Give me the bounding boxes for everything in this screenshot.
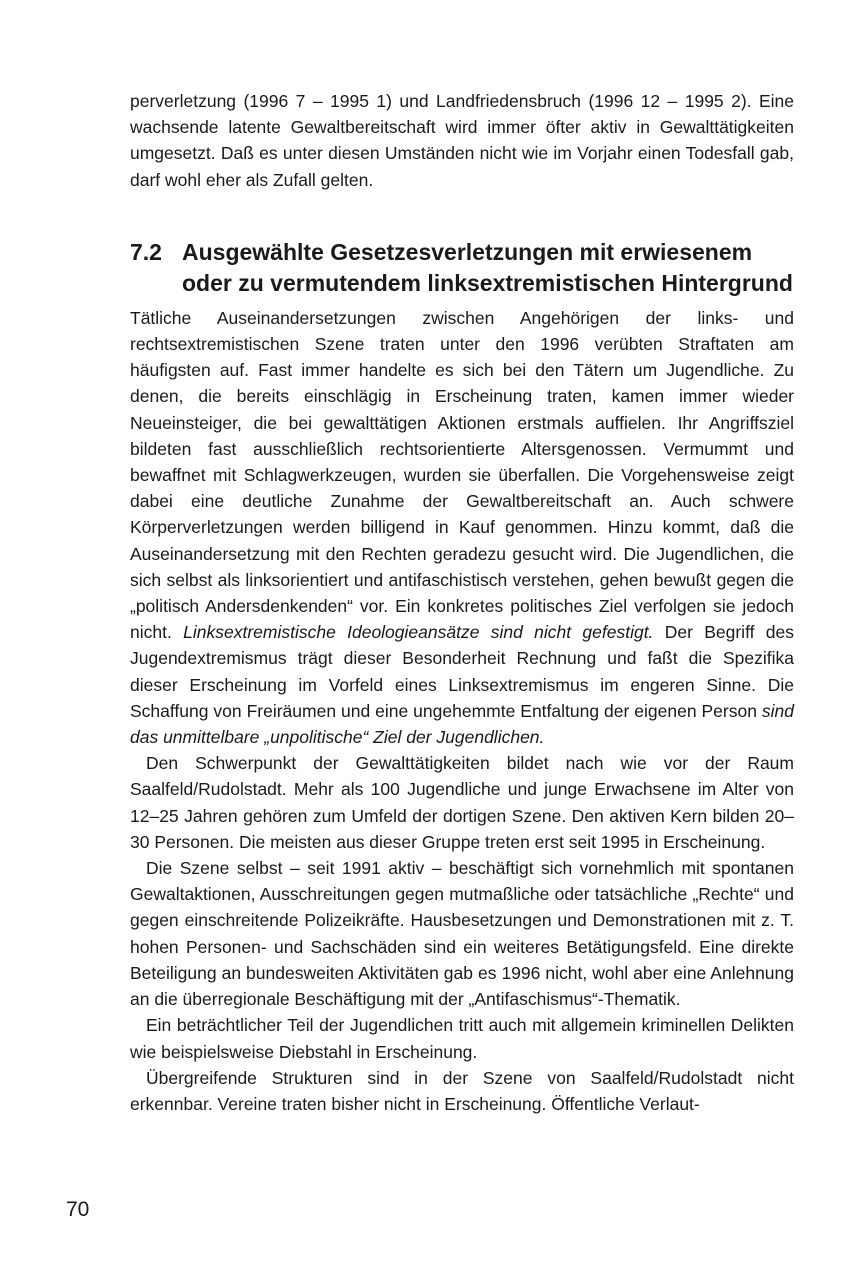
- section-heading: [130, 237, 794, 299]
- text-block: [130, 88, 794, 1117]
- paragraph-1-text: Tätliche Auseinandersetzungen zwischen Angehörigen der links- und rechtsextremistischen Szene traten unter den 1996 verübten Straftaten am häufigsten auf. Fast immer handelte es sich bei den Tätern um Jugendliche. Zu denen, die bereits einschlägig in Erscheinung traten, kamen immer wieder Neueinsteiger, die bei gewalttätigen Aktionen erstmals auffielen. Ihr Angriffsziel bildeten fast ausschließlich rechtsorientierte Altersgenossen. Vermummt und bewaffnet mit Schlagwerkzeugen, wurden sie überfallen. Die Vorgehensweise zeigt dabei eine deutliche Zunahme der Gewaltbereitschaft an. Auch schwere Körperverletzungen werden billigend in Kauf genommen. Hinzu kommt, daß die Auseinandersetzung mit den Rechten geradezu gesucht wird. Die Jugendlichen, die sich selbst als linksorientiert und antifaschistisch verstehen, gehen bewußt gegen die „politisch Andersdenkenden“ vor. Ein konkretes politisches Ziel verfolgen sie jedoch nicht.: [130, 307, 794, 643]
- paragraph-3: Die Szene selbst – seit 1991 aktiv – beschäftigt sich vornehmlich mit spontanen Gewaltaktionen, Ausschreitungen gegen mutmaßliche oder tatsächliche „Rechte“ und gegen einschreitende Polizeikräfte. Hausbesetzungen und Demonstrationen mit z. T. hohen Personen- und Sachschäden sind ein weiteres Betätigungsfeld. Eine direkte Beteiligung an bundesweiten Aktivitäten gab es 1996 nicht, wohl aber eine Anlehnung an die überregionale Beschäftigung mit der „Antifaschismus“-Thematik.: [130, 858, 794, 1010]
- page-number: 70: [66, 1198, 90, 1221]
- paragraph-1: [130, 305, 794, 750]
- paragraph-5: Übergreifende Strukturen sind in der Szene von Saalfeld/Rudolstadt nicht erkennbar. Vereine traten bisher nicht in Erscheinung. Öffentliche Verlaut-: [130, 1067, 794, 1114]
- paragraph-1-italic-b: sind das unmittelbare „unpolitische“ Ziel der Jugendlichen.: [130, 700, 794, 748]
- section-title: [182, 237, 794, 299]
- section-title-line-2: oder zu vermutendem linksextremistischen Hintergrund: [182, 269, 793, 296]
- paragraph-1-italic-a: Linksextremistische Ideologieansätze sind nicht gefestigt.: [171, 622, 654, 643]
- paragraph-1-text-b: Der Begriff des Jugendextremismus trägt dieser Besonderheit Rechnung und faßt die Spezifika dieser Erscheinung im Vorfeld eines Linksextremismus im engeren Sinne. Die Schaffung von Freiräumen und eine ungehemmte Entfaltung der eigenen Person: [130, 622, 794, 721]
- paragraph-2: Den Schwerpunkt der Gewalttätigkeiten bildet nach wie vor der Raum Saalfeld/Rudolstadt. Mehr als 100 Jugendliche und junge Erwachsene im Alter von 12–25 Jahren gehören zum Umfeld der dortigen Szene. Den aktiven Kern bilden 20–30 Personen. Die meisten aus dieser Gruppe treten erst seit 1995 in Erscheinung.: [130, 753, 794, 852]
- section-number: 7.2: [130, 238, 162, 265]
- intro-paragraph: perverletzung (1996 7 – 1995 1) und Landfriedensbruch (1996 12 – 1995 2). Eine wachsende latente Gewaltbereitschaft wird immer öfter aktiv in Gewalttätigkeiten umgesetzt. Daß es unter diesen Umständen nicht wie im Vorjahr einen Todesfall gab, darf wohl eher als Zufall gelten.: [130, 91, 794, 190]
- paragraph-4: Ein beträchtlicher Teil der Jugendlichen tritt auch mit allgemein kriminellen Delikten wie beispielsweise Diebstahl in Erscheinung.: [130, 1015, 794, 1062]
- section-title-line-1: Ausgewählte Gesetzesverletzungen mit erwiesenem: [182, 238, 753, 265]
